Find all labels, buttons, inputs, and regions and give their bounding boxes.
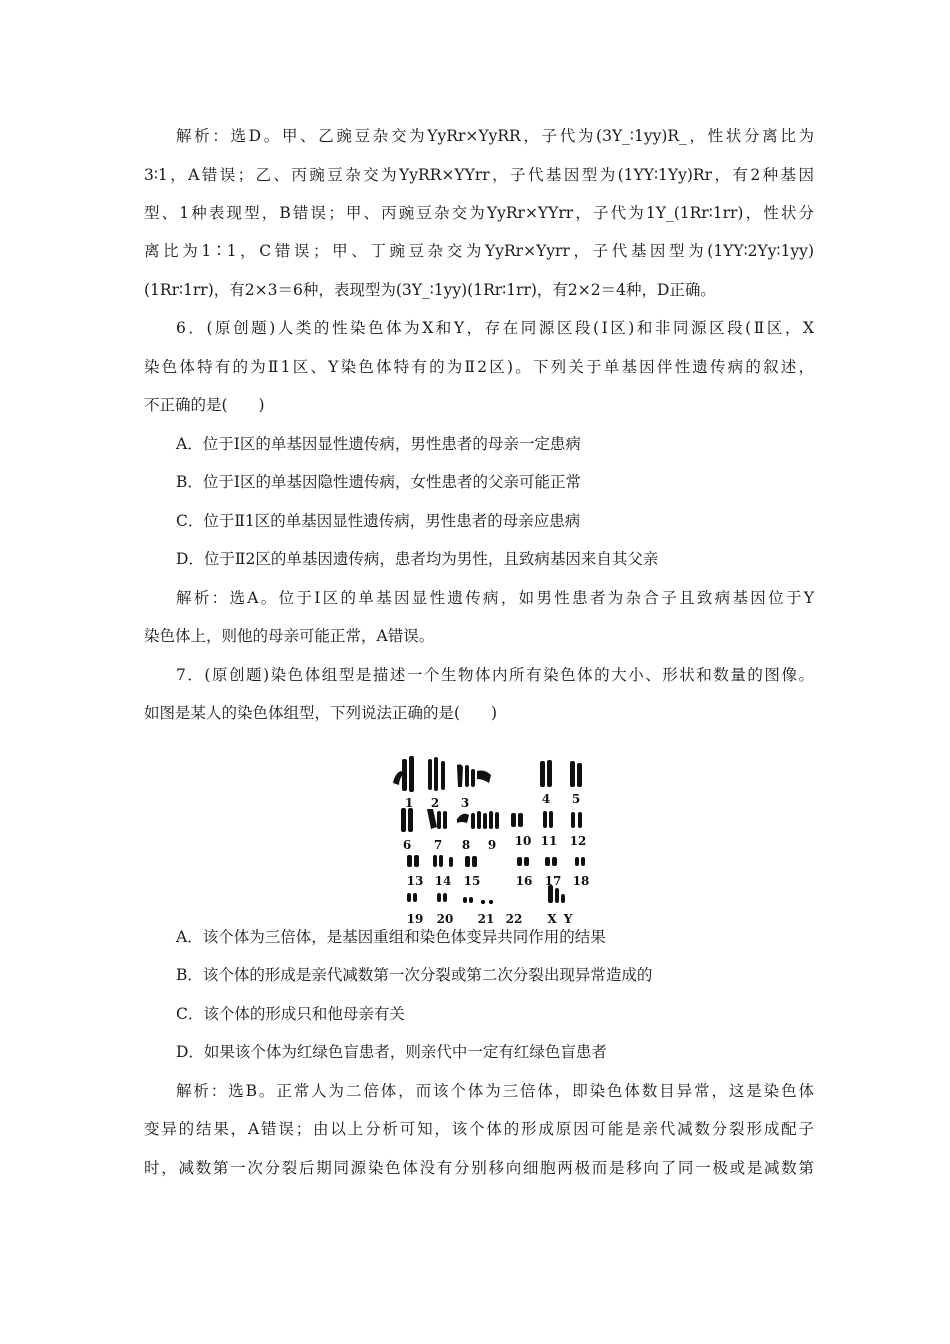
text-line: 解析：选D。甲、乙豌豆杂交为YyRr×YyRR，子代为(3Y_∶1yy)R_，性状分离比为 xyxy=(176,127,814,145)
karyotype-figure xyxy=(385,753,610,927)
chromosome-label-x: X xyxy=(547,912,557,926)
chromosome-label: 15 xyxy=(463,874,481,888)
question-6-stem: 不正确的是( ) xyxy=(144,396,265,414)
chromosome-label: 18 xyxy=(572,874,590,888)
question-6-option-a: A．位于Ⅰ区的单基因显性遗传病，男性患者的母亲一定患病 xyxy=(176,435,581,453)
chromosome-label: 5 xyxy=(571,792,581,806)
chromosome-label: 2 xyxy=(430,796,440,810)
chromosome-label: 19 xyxy=(406,912,424,926)
chromosome-label: 6 xyxy=(402,838,412,852)
question-7-option-d: D．如果该个体为红绿色盲患者，则亲代中一定有红绿色盲患者 xyxy=(176,1043,607,1061)
chromosome-label: 16 xyxy=(515,874,533,888)
chromosome-label: 13 xyxy=(406,874,424,888)
chromosome-label: 3 xyxy=(460,796,470,810)
question-6-option-c: C．位于Ⅱ1区的单基因显性遗传病，男性患者的母亲应患病 xyxy=(176,512,581,530)
answer-6-analysis: 染色体上，则他的母亲可能正常，A错误。 xyxy=(144,627,435,645)
question-7-option-a: A．该个体为三倍体，是基因重组和染色体变异共同作用的结果 xyxy=(176,928,606,946)
question-6-stem: 6．(原创题)人类的性染色体为X和Y，存在同源区段(Ⅰ区)和非同源区段(Ⅱ区，X xyxy=(176,319,814,337)
text-line: 离比为1∶1，C错误；甲、丁豌豆杂交为YyRr×Yyrr，子代基因型为(1YY∶2Yy∶1yy) xyxy=(144,242,814,260)
chromosome-label: 17 xyxy=(544,874,562,888)
question-7-option-c: C．该个体的形成只和他母亲有关 xyxy=(176,1005,405,1023)
chromosome-label: 10 xyxy=(514,834,532,848)
question-7-stem: 7．(原创题)染色体组型是描述一个生物体内所有染色体的大小、形状和数量的图像。 xyxy=(176,666,814,684)
text-line: 型、1种表现型，B错误；甲、丙豌豆杂交为YyRr×YYrr，子代为1Y_(1Rr∶1rr)，性状分 xyxy=(144,204,814,222)
answer-7-analysis: 时，减数第一次分裂后期同源染色体没有分别移向细胞两极而是移向了同一极或是减数第 xyxy=(144,1159,814,1177)
chromosome-label: 14 xyxy=(434,874,452,888)
answer-7-analysis: 解析：选B。正常人为二倍体，而该个体为三倍体，即染色体数目异常，这是染色体 xyxy=(176,1082,814,1100)
question-7-stem: 如图是某人的染色体组型，下列说法正确的是( ) xyxy=(144,704,498,722)
chromosome-label: 9 xyxy=(487,838,497,852)
question-7-option-b: B．该个体的形成是亲代减数第一次分裂或第二次分裂出现异常造成的 xyxy=(176,966,653,984)
chromosome-label: 20 xyxy=(436,912,454,926)
chromosome-label: 7 xyxy=(433,838,443,852)
answer-6-analysis: 解析：选A。位于Ⅰ区的单基因显性遗传病，如男性患者为杂合子且致病基因位于Y xyxy=(176,589,814,607)
chromosome-label: 4 xyxy=(541,792,551,806)
chromosome-label: 11 xyxy=(540,834,558,848)
chromosome-label: 22 xyxy=(505,912,523,926)
question-6-stem: 染色体特有的为Ⅱ1区、Y染色体特有的为Ⅱ2区)。下列关于单基因伴性遗传病的叙述， xyxy=(144,358,814,376)
chromosome-label: 21 xyxy=(477,912,495,926)
chromosome-label: 12 xyxy=(569,834,587,848)
question-6-option-d: D．位于Ⅱ2区的单基因遗传病，患者均为男性，且致病基因来自其父亲 xyxy=(176,550,659,568)
chromosome-label: 1 xyxy=(404,796,414,810)
text-line: (1Rr∶1rr)，有2×3＝6种，表现型为(3Y_∶1yy)(1Rr∶1rr)，有2×2＝4种，D正确。 xyxy=(144,281,716,299)
text-line: 3∶1，A错误；乙、丙豌豆杂交为YyRR×YYrr，子代基因型为(1YY∶1Yy)Rr，有2种基因 xyxy=(144,166,814,184)
chromosome-label: 8 xyxy=(461,838,471,852)
chromosome-label-y: Y xyxy=(563,912,573,926)
answer-7-analysis: 变异的结果，A错误；由以上分析可知，该个体的形成原因可能是亲代减数分裂形成配子 xyxy=(144,1120,814,1138)
question-6-option-b: B．位于Ⅰ区的单基因隐性遗传病，女性患者的父亲可能正常 xyxy=(176,473,582,491)
